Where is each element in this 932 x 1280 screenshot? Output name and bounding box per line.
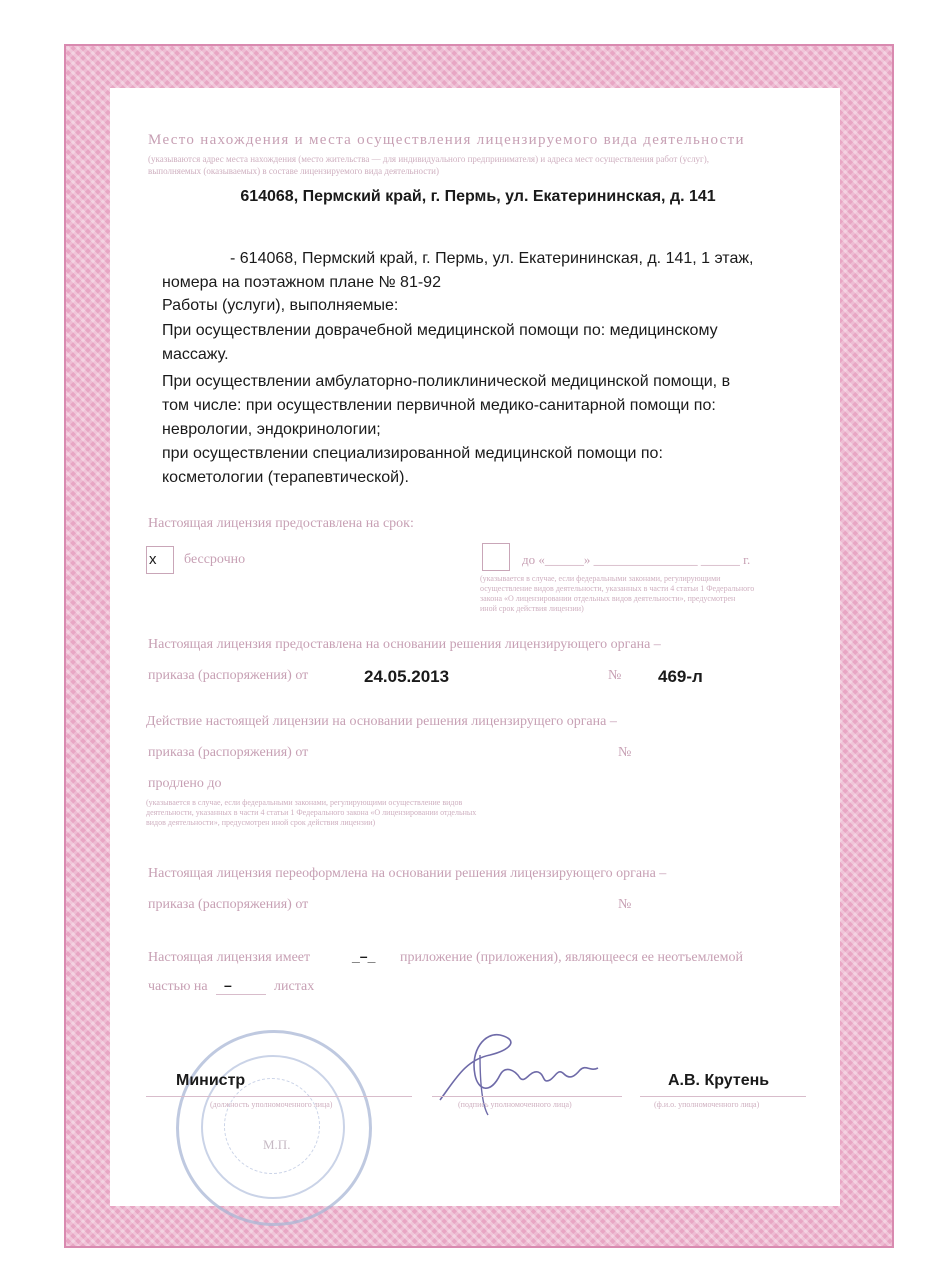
basis-order-date: 24.05.2013 [364, 667, 450, 686]
signature-underline [432, 1096, 622, 1097]
body-line-1: - 614068, Пермский край, г. Пермь, ул. Екатерининская, д. 141, 1 этаж, [230, 250, 754, 267]
body-line-10: косметологии (терапевтической). [162, 469, 409, 486]
body-line-8: неврологии, эндокринологии; [162, 421, 381, 438]
appendix-count: _–_ [352, 948, 376, 964]
term-note-1: (указывается в случае, если федеральными законами, регулирующими [480, 574, 721, 583]
until-label: до «______» ________________ ______ г. [522, 552, 751, 567]
body-line-3: Работы (услуги), выполняемые: [162, 297, 399, 314]
reissue-title: Настоящая лицензия переоформлена на основании решения лицензирующего органа – [148, 866, 667, 881]
body-line-5: массажу. [162, 346, 229, 363]
seal-label: М.П. [263, 1137, 291, 1152]
appendix-line-1-pre: Настоящая лицензия имеет [148, 950, 311, 965]
location-address: 614068, Пермский край, г. Пермь, ул. Екатерининская, д. 141 [240, 188, 716, 205]
name-underline [640, 1096, 806, 1097]
extension-extended-label: продлено до [148, 776, 222, 791]
body-line-4: При осуществлении доврачебной медицинской помощи по: медицинскому [162, 322, 718, 339]
body-line-2: номера на поэтажном плане № 81-92 [162, 274, 441, 291]
signatory-position: Министр [176, 1072, 246, 1089]
term-note-3: закона «О лицензировании отдельных видов деятельности», предусмотрен [480, 594, 736, 603]
name-caption: (ф.и.о. уполномоченного лица) [654, 1100, 760, 1109]
sheet-count-underline [216, 994, 266, 995]
location-note-2: выполняемых (оказываемых) в составе лицензируемого вида деятельности) [148, 166, 439, 176]
extension-note-1: (указывается в случае, если федеральными законами, регулирующими осуществление видов [146, 798, 463, 807]
body-line-9: при осуществлении специализированной медицинской помощи по: [162, 445, 663, 462]
body-line-7: том числе: при осуществлении первичной медико-санитарной помощи по: [162, 397, 716, 414]
appendix-line-2-pre: частью на [148, 979, 208, 994]
extension-note-3: видов деятельности», предусмотрен иной срок действия лицензии) [146, 818, 376, 827]
position-caption: (должность уполномоченного лица) [210, 1100, 333, 1109]
sheet-count: – [224, 977, 232, 993]
appendix-line-2-post: листах [274, 979, 315, 994]
unlimited-label: бессрочно [184, 552, 246, 567]
position-underline [146, 1096, 412, 1097]
extension-number-label: № [618, 745, 632, 760]
official-seal [176, 1030, 372, 1226]
location-note-1: (указываются адрес места нахождения (место жительства — для индивидуального предпринимателя) и адреса мест осуществления работ (услуг), [148, 154, 709, 164]
extension-order-label: приказа (распоряжения) от [148, 745, 309, 760]
basis-order-label: приказа (распоряжения) от [148, 668, 309, 683]
reissue-order-label: приказа (распоряжения) от [148, 897, 309, 912]
signature-caption: (подпись уполномоченного лица) [458, 1100, 572, 1109]
term-note-2: осуществление видов деятельности, указанных в части 4 статьи 1 Федерального [480, 584, 755, 593]
signatory-name: А.В. Крутень [668, 1072, 770, 1089]
basis-number-label: № [608, 668, 622, 683]
extension-note-2: деятельности, указанных в части 4 статьи 1 Федерального закона «О лицензировании отдельных [146, 808, 477, 817]
unlimited-check-mark: x [149, 551, 157, 568]
basis-title: Настоящая лицензия предоставлена на основании решения лицензирующего органа – [148, 637, 661, 652]
term-note-4: иной срок действия лицензии) [480, 604, 584, 613]
appendix-line-1-post: приложение (приложения), являющееся ее неотъемлемой [400, 950, 743, 965]
reissue-number-label: № [618, 897, 632, 912]
basis-order-number: 469-л [658, 667, 703, 686]
extension-title: Действие настоящей лицензии на основании решения лицензирущего органа – [146, 714, 617, 729]
body-line-6: При осуществлении амбулаторно-поликлинической медицинской помощи, в [162, 373, 731, 390]
seal-center-ring [224, 1078, 320, 1174]
location-title: Место нахождения и места осуществления лицензируемого вида деятельности [148, 132, 745, 148]
until-checkbox [482, 543, 510, 571]
term-title: Настоящая лицензия предоставлена на срок: [148, 516, 414, 531]
